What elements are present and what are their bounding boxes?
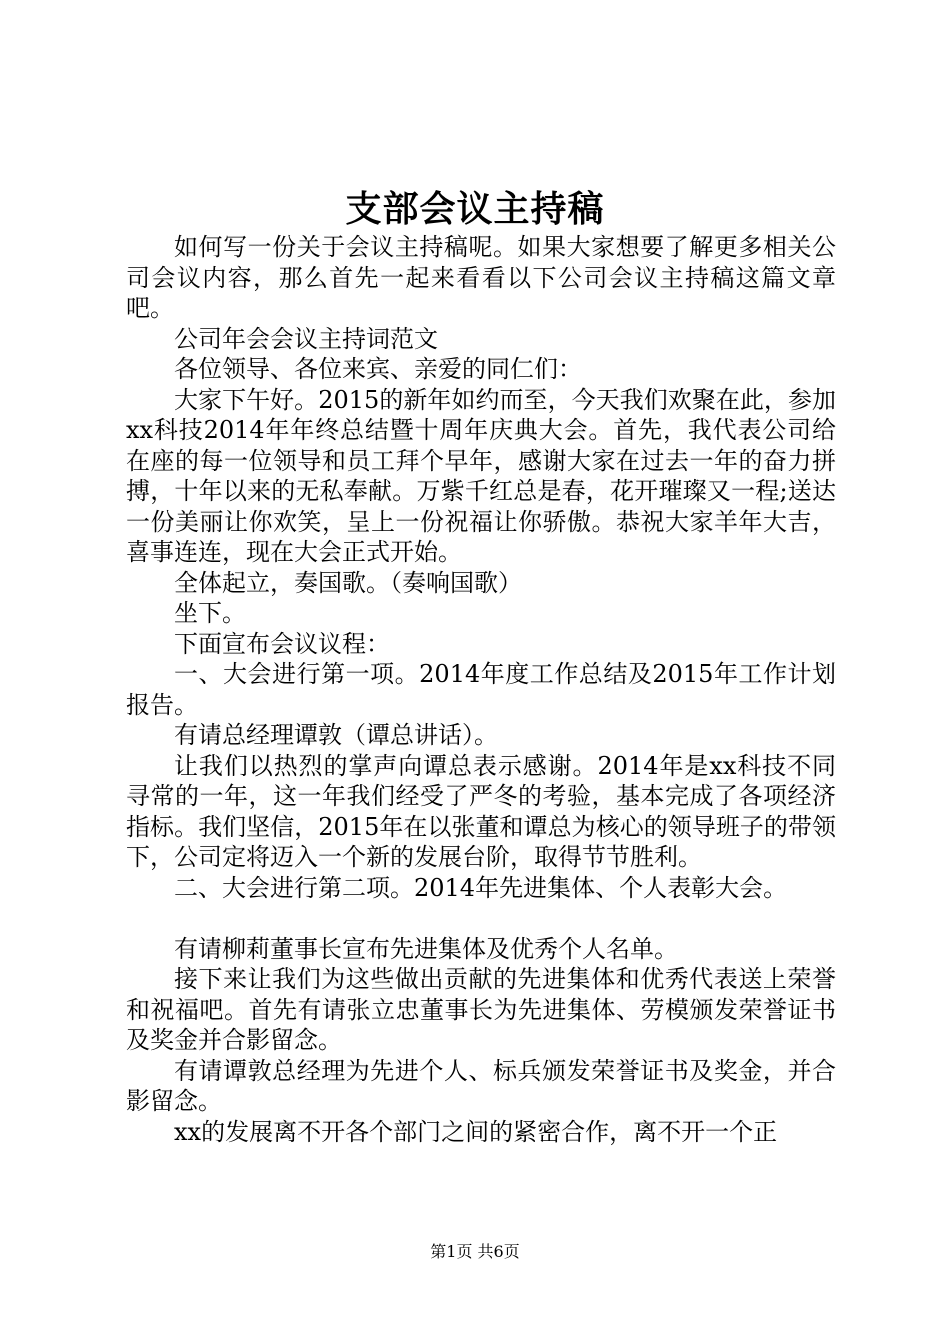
paragraph: 有请总经理谭敦（谭总讲话）。 bbox=[174, 721, 498, 749]
paragraph: 有请柳莉董事长宣布先进集体及优秀个人名单。 bbox=[174, 934, 678, 963]
paragraph: 下面宣布会议议程： bbox=[174, 629, 390, 658]
paragraph: 全体起立，奏国歌。（奏响国歌） bbox=[174, 568, 522, 597]
paragraph: 接下来让我们为这些做出贡献的先进集体和优秀代表送上荣誉和祝福吧。首先有请张立忠董事长为先进集体、劳模颁发荣誉证书及奖金并合影留念。 bbox=[126, 965, 836, 1054]
paragraph: 有请谭敦总经理为先进个人、标兵颁发荣誉证书及奖金，并合影留念。 bbox=[126, 1056, 836, 1115]
document-body bbox=[126, 232, 836, 1147]
paragraph: 大家下午好。2015的新年如约而至，今天我们欢聚在此，参加xx科技2014年年终总结暨十周年庆典大会。首先，我代表公司给在座的每一位领导和员工拜个早年，感谢大家在过去一年的奋力拼搏，十年以来的无私奉献。万紫千红总是春，花开璀璨又一程;送达一份美丽让你欢笑，呈上一份祝福让你骄傲。恭祝大家羊年大吉，喜事连连，现在大会正式开始。 bbox=[126, 385, 836, 566]
page-number-footer: 第1页 共6页 bbox=[430, 1242, 520, 1261]
paragraph: 一、大会进行第一项。2014年度工作总结及2015年工作计划报告。 bbox=[126, 660, 836, 719]
paragraph: 让我们以热烈的掌声向谭总表示感谢。2014年是xx科技不同寻常的一年，这一年我们经受了严冬的考验，基本完成了各项经济指标。我们坚信，2015年在以张董和谭总为核心的领导班子的带领下，公司定将迈入一个新的发展台阶，取得节节胜利。 bbox=[126, 751, 836, 871]
paragraph: 如何写一份关于会议主持稿呢。如果大家想要了解更多相关公司会议内容，那么首先一起来看看以下公司会议主持稿这篇文章吧。 bbox=[126, 233, 836, 322]
paragraph: 各位领导、各位来宾、亲爱的同仁们： bbox=[174, 355, 582, 383]
paragraph: 坐下。 bbox=[174, 599, 246, 627]
paragraph: 二、大会进行第二项。2014年先进集体、个人表彰大会。 bbox=[174, 873, 788, 902]
document-title: 支部会议主持稿 bbox=[345, 188, 605, 230]
paragraph: xx的发展离不开各个部门之间的紧密合作，离不开一个正 bbox=[174, 1117, 778, 1146]
paragraph: 公司年会会议主持词范文 bbox=[174, 324, 438, 353]
